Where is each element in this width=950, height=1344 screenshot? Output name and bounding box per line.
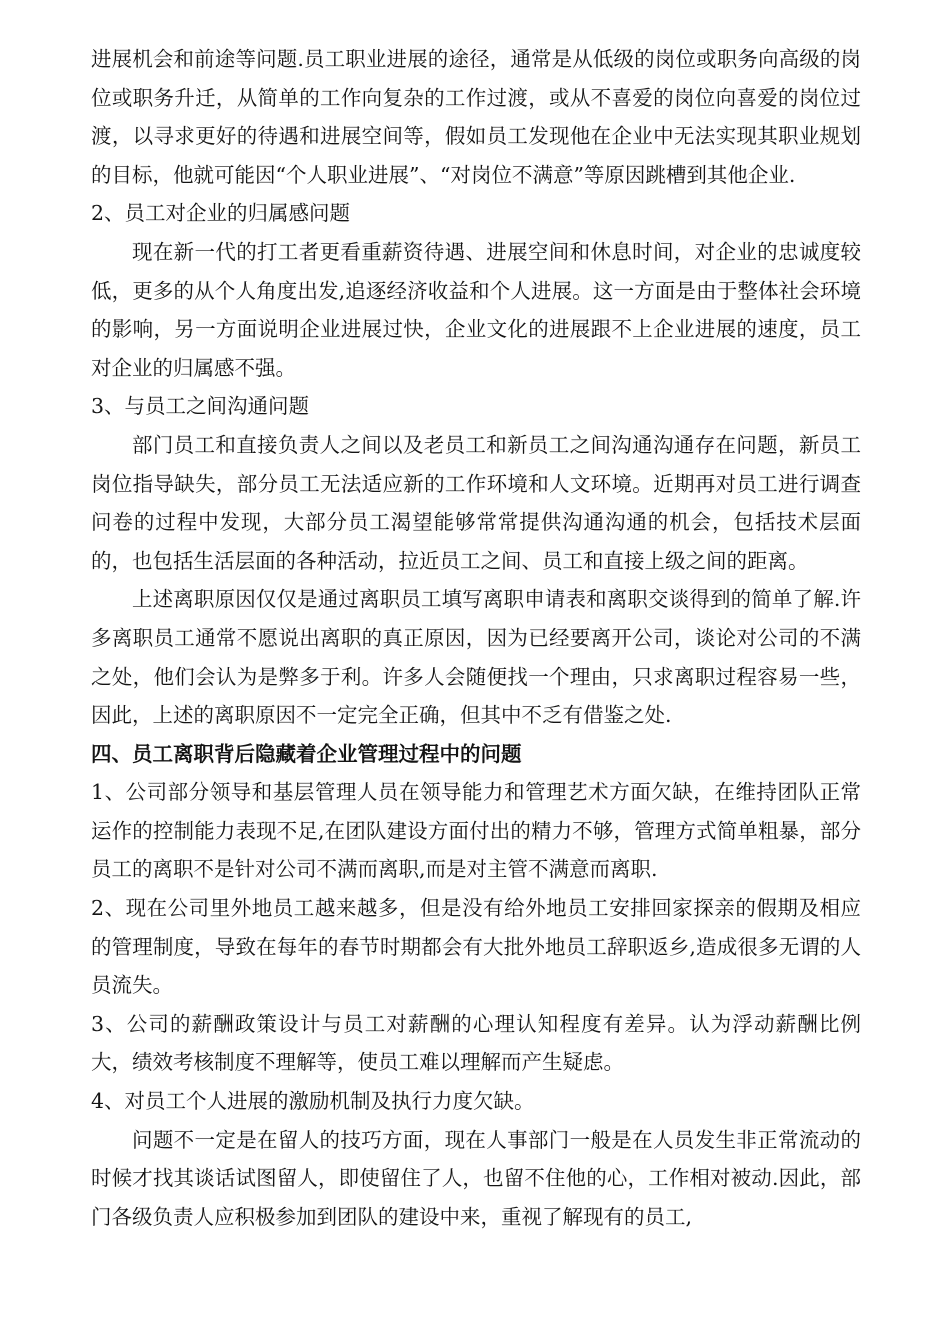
paragraph-communication: 部门员工和直接负责人之间以及老员工和新员工之间沟通沟通存在问题，新员工岗位指导缺失，部分员工无法适应新的工作环境和人文环境。近期再对员工进行调查问卷的过程中发现，大部分员工渴望能够常常提供沟通沟通的机会，包括技术层面的，也包括生活层面的各种活动，拉近员工之间、员工和直接上级之间的距离。 — [91, 432, 861, 573]
list-item-leadership: 1、公司部分领导和基层管理人员在领导能力和管理艺术方面欠缺，在维持团队正常运作的控制能力表现不足,在团队建设方面付出的精力不够，管理方式简单粗暴，部分员工的离职不是针对公司不满而离职,而是对主管不满意而离职. — [91, 780, 861, 882]
document-body — [91, 40, 861, 1236]
subheading-communication: 3、与员工之间沟通问题 — [91, 394, 310, 419]
list-item-incentives: 4、对员工个人进展的激励机制及执行力度欠缺。 — [91, 1089, 535, 1114]
paragraph-career-development: 进展机会和前途等问题.员工职业进展的途径，通常是从低级的岗位或职务向高级的岗位或职务升迁，从简单的工作向复杂的工作过渡，或从不喜爱的岗位向喜爱的岗位过渡，以寻求更好的待遇和进展空间等，假如员工发现他在企业中无法实现其职业规划的目标，他就可能因“个人职业进展”、“对岗位不满意”等原因跳槽到其他企业. — [91, 47, 861, 187]
paragraph-retention: 问题不一定是在留人的技巧方面，现在人事部门一般是在人员发生非正常流动的时候才找其谈话试图留人，即使留住了人，也留不住他的心，工作相对被动.因此，部门各级负责人应积极参加到团队的建设中来，重视了解现有的员工, — [91, 1127, 861, 1229]
paragraph-reasons-summary: 上述离职原因仅仅是通过离职员工填写离职申请表和离职交谈得到的简单了解.许多离职员工通常不愿说出离职的真正原因，因为已经要离开公司，谈论对公司的不满之处，他们会认为是弊多于利。许多人会随便找一个理由，只求离职过程容易一些，因此，上述的离职原因不一定完全正确，但其中不乏有借鉴之处. — [91, 587, 861, 728]
section-heading-four: 四、员工离职背后隐藏着企业管理过程中的问题 — [91, 741, 522, 766]
subheading-belonging: 2、员工对企业的归属感问题 — [91, 201, 351, 226]
list-item-compensation: 3、公司的薪酬政策设计与员工对薪酬的心理认知程度有差异。认为浮动薪酬比例大，绩效考核制度不理解等，使员工难以理解而产生疑虑。 — [91, 1011, 861, 1075]
list-item-nonlocal-staff: 2、现在公司里外地员工越来越多，但是没有给外地员工安排回家探亲的假期及相应的管理制度，导致在每年的春节时期都会有大批外地员工辞职返乡,造成很多无谓的人员流失。 — [91, 896, 861, 998]
paragraph-belonging: 现在新一代的打工者更看重薪资待遇、进展空间和休息时间，对企业的忠诚度较低，更多的从个人角度出发,追逐经济收益和个人进展。这一方面是由于整体社会环境的影响，另一方面说明企业进展过快，企业文化的进展跟不上企业进展的速度，员工对企业的归属感不强。 — [91, 239, 861, 380]
